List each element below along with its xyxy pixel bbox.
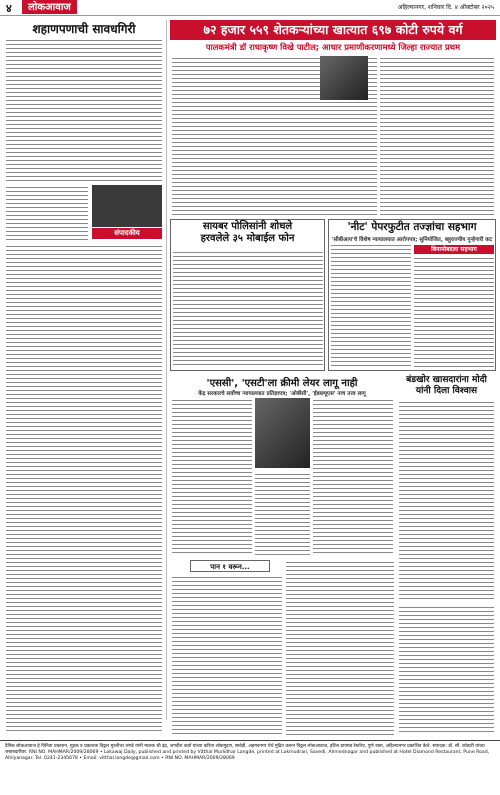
continued-text <box>286 560 394 735</box>
editorial-badge: संपादकीय <box>92 228 162 239</box>
story3-headline: 'नीट' पेपरफुटीत तज्ज्ञांचा सहभाग <box>347 221 477 233</box>
story5-headline: बंडखोर खासदारांना मोदी यांनी दिला विश्वास <box>406 375 487 396</box>
story5-text <box>399 400 494 600</box>
story3-box-title: विनामोबदला सहभाग <box>414 245 494 254</box>
story3-subhead: 'सीबीआय'चे विशेष न्यायालयात आरोपपत्र; सुनियोजित, बहुराज्यीय गुन्हेगारी कट <box>331 237 493 243</box>
date-line: अहिल्यानगर, शनिवार दि. ४ ऑक्टोबर २०२५ <box>397 4 494 11</box>
story4-subhead: केंद्र सरकारचे सर्वोच्च न्यायालयात प्रतिज्ञापत्र; 'ओबीसी', 'ईडब्ल्यूएस' नाच तत्त्व लागू <box>198 391 366 397</box>
story4-text <box>313 398 393 556</box>
main-subhead: पालकमंत्री डॉ राधाकृष्ण विखे पाटील; आधार प्रमाणीकरणामध्ये जिल्हा राज्यात प्रथम <box>205 42 461 52</box>
imprint-footer: दैनिक लोकआवाज हे विनिता प्रकाशन, मुद्रक व प्रकाशक विठ्ठल मुरलीधर लंगडे यांनी मालक श्री इंद्र, जगदीश कर्वा यांच्या करिता लोकमुद्रण, सावेडी, अहमदनगर येथे मुद्रित करून विठ्ठल लोकआवाज, हॉटेल डायमंड रेस्टॉरंट, पुणे रस्ता, अहिल्यानगर प्रकाशित केले. संपादक: डॉ. सी. कोठारी यांच्या जबाबदारीवर. RNI NO. MAHMAR/2009/28069 • Lokawaj Daily, published and printed by Vitthal Murlidhar Langde, printed at Lokmudran, Savedi, Ahmednagar and published at Hotel Diamond Restaurant, Pune Road, Ahilyanagar. Tel. 0241-2345678 • Email: vitthal.langde@gmail.com • RNI NO. MAHMAR/2009/28069 <box>0 740 500 795</box>
editorial-headline: शहाणपणाची सावधगिरी <box>32 22 136 36</box>
story4-text <box>172 398 252 556</box>
story2-text <box>173 250 323 368</box>
editorial-text <box>6 185 88 240</box>
continued-text <box>172 575 282 735</box>
editorial-photo <box>92 185 162 227</box>
newspaper-logo: लोकआवाज <box>22 0 77 14</box>
editorial-text <box>6 244 162 734</box>
story4-headline: 'एससी', 'एसटी'ला क्रीमी लेयर लागू नाही <box>206 378 358 389</box>
minister-photo <box>320 56 368 100</box>
story2-headline: सायबर पोलिसांनी शोधले हरवलेले ३५ मोबाईल फोन <box>200 221 295 244</box>
main-text <box>380 56 494 216</box>
story4-photo <box>255 398 310 468</box>
continued-text <box>399 605 494 735</box>
editorial-text <box>6 38 162 183</box>
page-number: ४ <box>6 2 12 15</box>
story4-text <box>255 472 310 556</box>
story3-text <box>414 256 494 368</box>
continued-label: पान १ वरून... <box>190 560 270 572</box>
main-headline: ७२ हजार ५५९ शेतकऱ्यांच्या खात्यात ६९७ कोटी रुपये वर्ग <box>170 20 496 40</box>
story3-text <box>331 243 411 368</box>
